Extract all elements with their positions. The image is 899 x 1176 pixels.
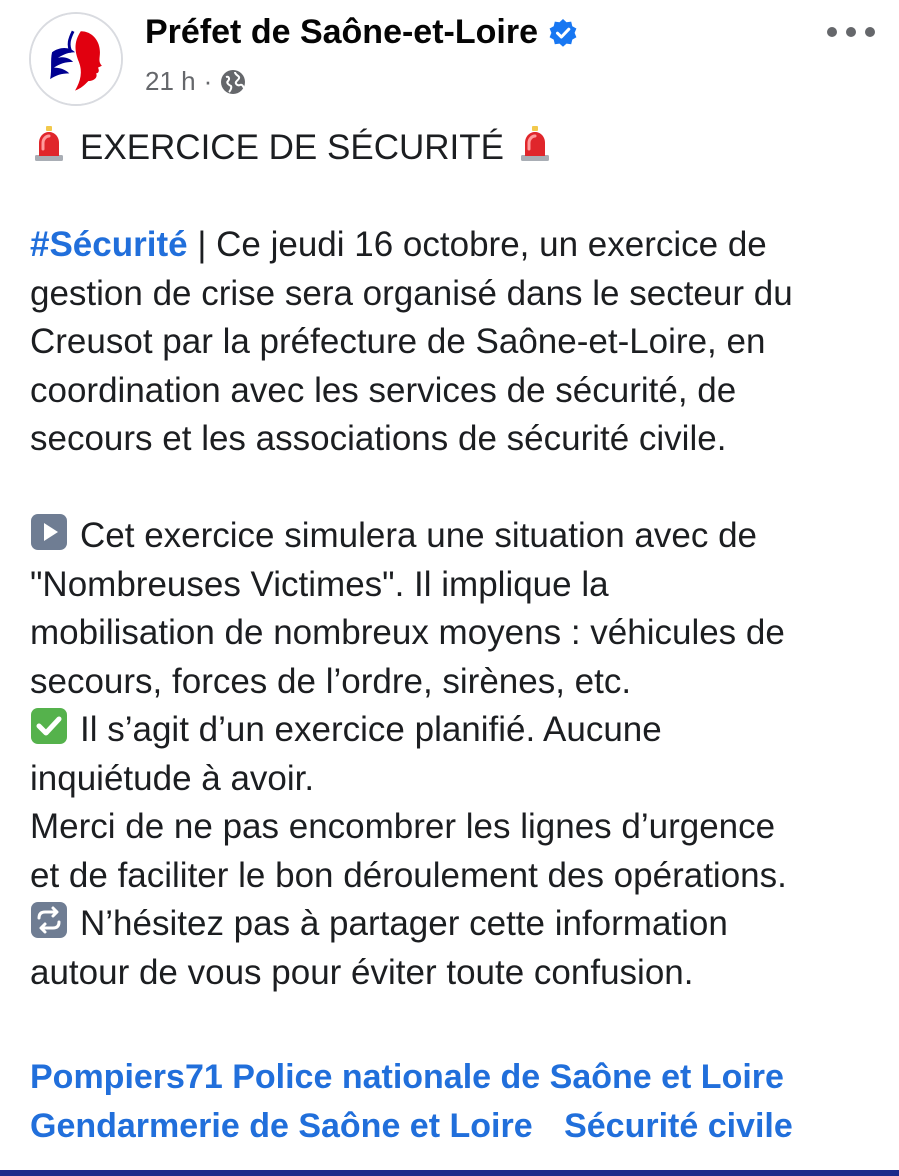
post-text-line: secours et les associations de sécurité civile. [30, 419, 727, 458]
tag-gendarmerie[interactable]: Gendarmerie de Saône et Loire [30, 1107, 533, 1145]
post-text-line [30, 221, 880, 270]
post-title-line [30, 124, 880, 173]
tag-pompiers71[interactable]: Pompiers71 [30, 1058, 223, 1096]
repeat-icon [30, 901, 68, 939]
meta-separator: · [203, 66, 213, 96]
post-text-line: inquiétude à avoir. [30, 758, 315, 798]
post-text-line [30, 706, 880, 755]
avatar[interactable] [29, 12, 123, 106]
post-text: | Ce jeudi 16 octobre, un exercice de [187, 225, 767, 264]
post-body [30, 124, 880, 997]
more-dot [846, 27, 856, 37]
post-text-line [30, 512, 880, 561]
post-text-line [30, 900, 880, 949]
paragraph-gap [30, 464, 880, 513]
post-meta [145, 66, 246, 97]
bottom-accent-bar [0, 1170, 899, 1176]
post-text-line: gestion de crise sera organisé dans le secteur du [30, 273, 793, 313]
post-text-line: secours, forces de l’ordre, sirènes, etc. [30, 661, 632, 701]
more-dot [827, 27, 837, 37]
rotating-light-icon [516, 125, 554, 163]
post-text-line: Merci de ne pas encombrer les lignes d’urgence [30, 807, 776, 846]
post-text-line: et de faciliter le bon déroulement des opérations. [30, 855, 787, 895]
post-header [0, 0, 899, 115]
more-dot [865, 27, 875, 37]
tagged-pages [30, 1053, 880, 1151]
post-text-line: "Nombreuses Victimes". Il implique la [30, 564, 609, 604]
post-text: Il s’agit d’un exercice planifié. Aucune [80, 710, 662, 749]
post-text-line: autour de vous pour éviter toute confusion. [30, 952, 694, 992]
tag-row [30, 1053, 880, 1102]
tag-row [30, 1102, 880, 1151]
hashtag-link[interactable]: #Sécurité [30, 225, 188, 264]
tag-police-nationale[interactable]: Police nationale de Saône et Loire [232, 1058, 784, 1096]
marianne-logo-icon [31, 14, 121, 104]
post-text-line: Creusot par la préfecture de Saône-et-Loire, en [30, 322, 766, 361]
post-time[interactable]: 21 h [145, 66, 196, 96]
paragraph-gap [30, 173, 880, 222]
globe-icon [220, 69, 246, 95]
rotating-light-icon [30, 125, 68, 163]
tag-securite-civile[interactable]: Sécurité civile [564, 1107, 793, 1145]
author-name[interactable]: Préfet de Saône-et-Loire [145, 13, 538, 51]
more-options-button[interactable] [827, 22, 875, 42]
post-text-line: mobilisation de nombreux moyens : véhicules de [30, 613, 785, 652]
author-name-row [145, 13, 578, 52]
check-mark-icon [30, 707, 68, 745]
verified-badge-icon [548, 18, 578, 48]
post-text-line: coordination avec les services de sécurité, de [30, 370, 737, 410]
post-title: EXERCICE DE SÉCURITÉ [80, 128, 504, 167]
play-button-icon [30, 513, 68, 551]
post-text: Cet exercice simulera une situation avec de [80, 516, 758, 555]
post-text: N’hésitez pas à partager cette information [80, 904, 728, 943]
